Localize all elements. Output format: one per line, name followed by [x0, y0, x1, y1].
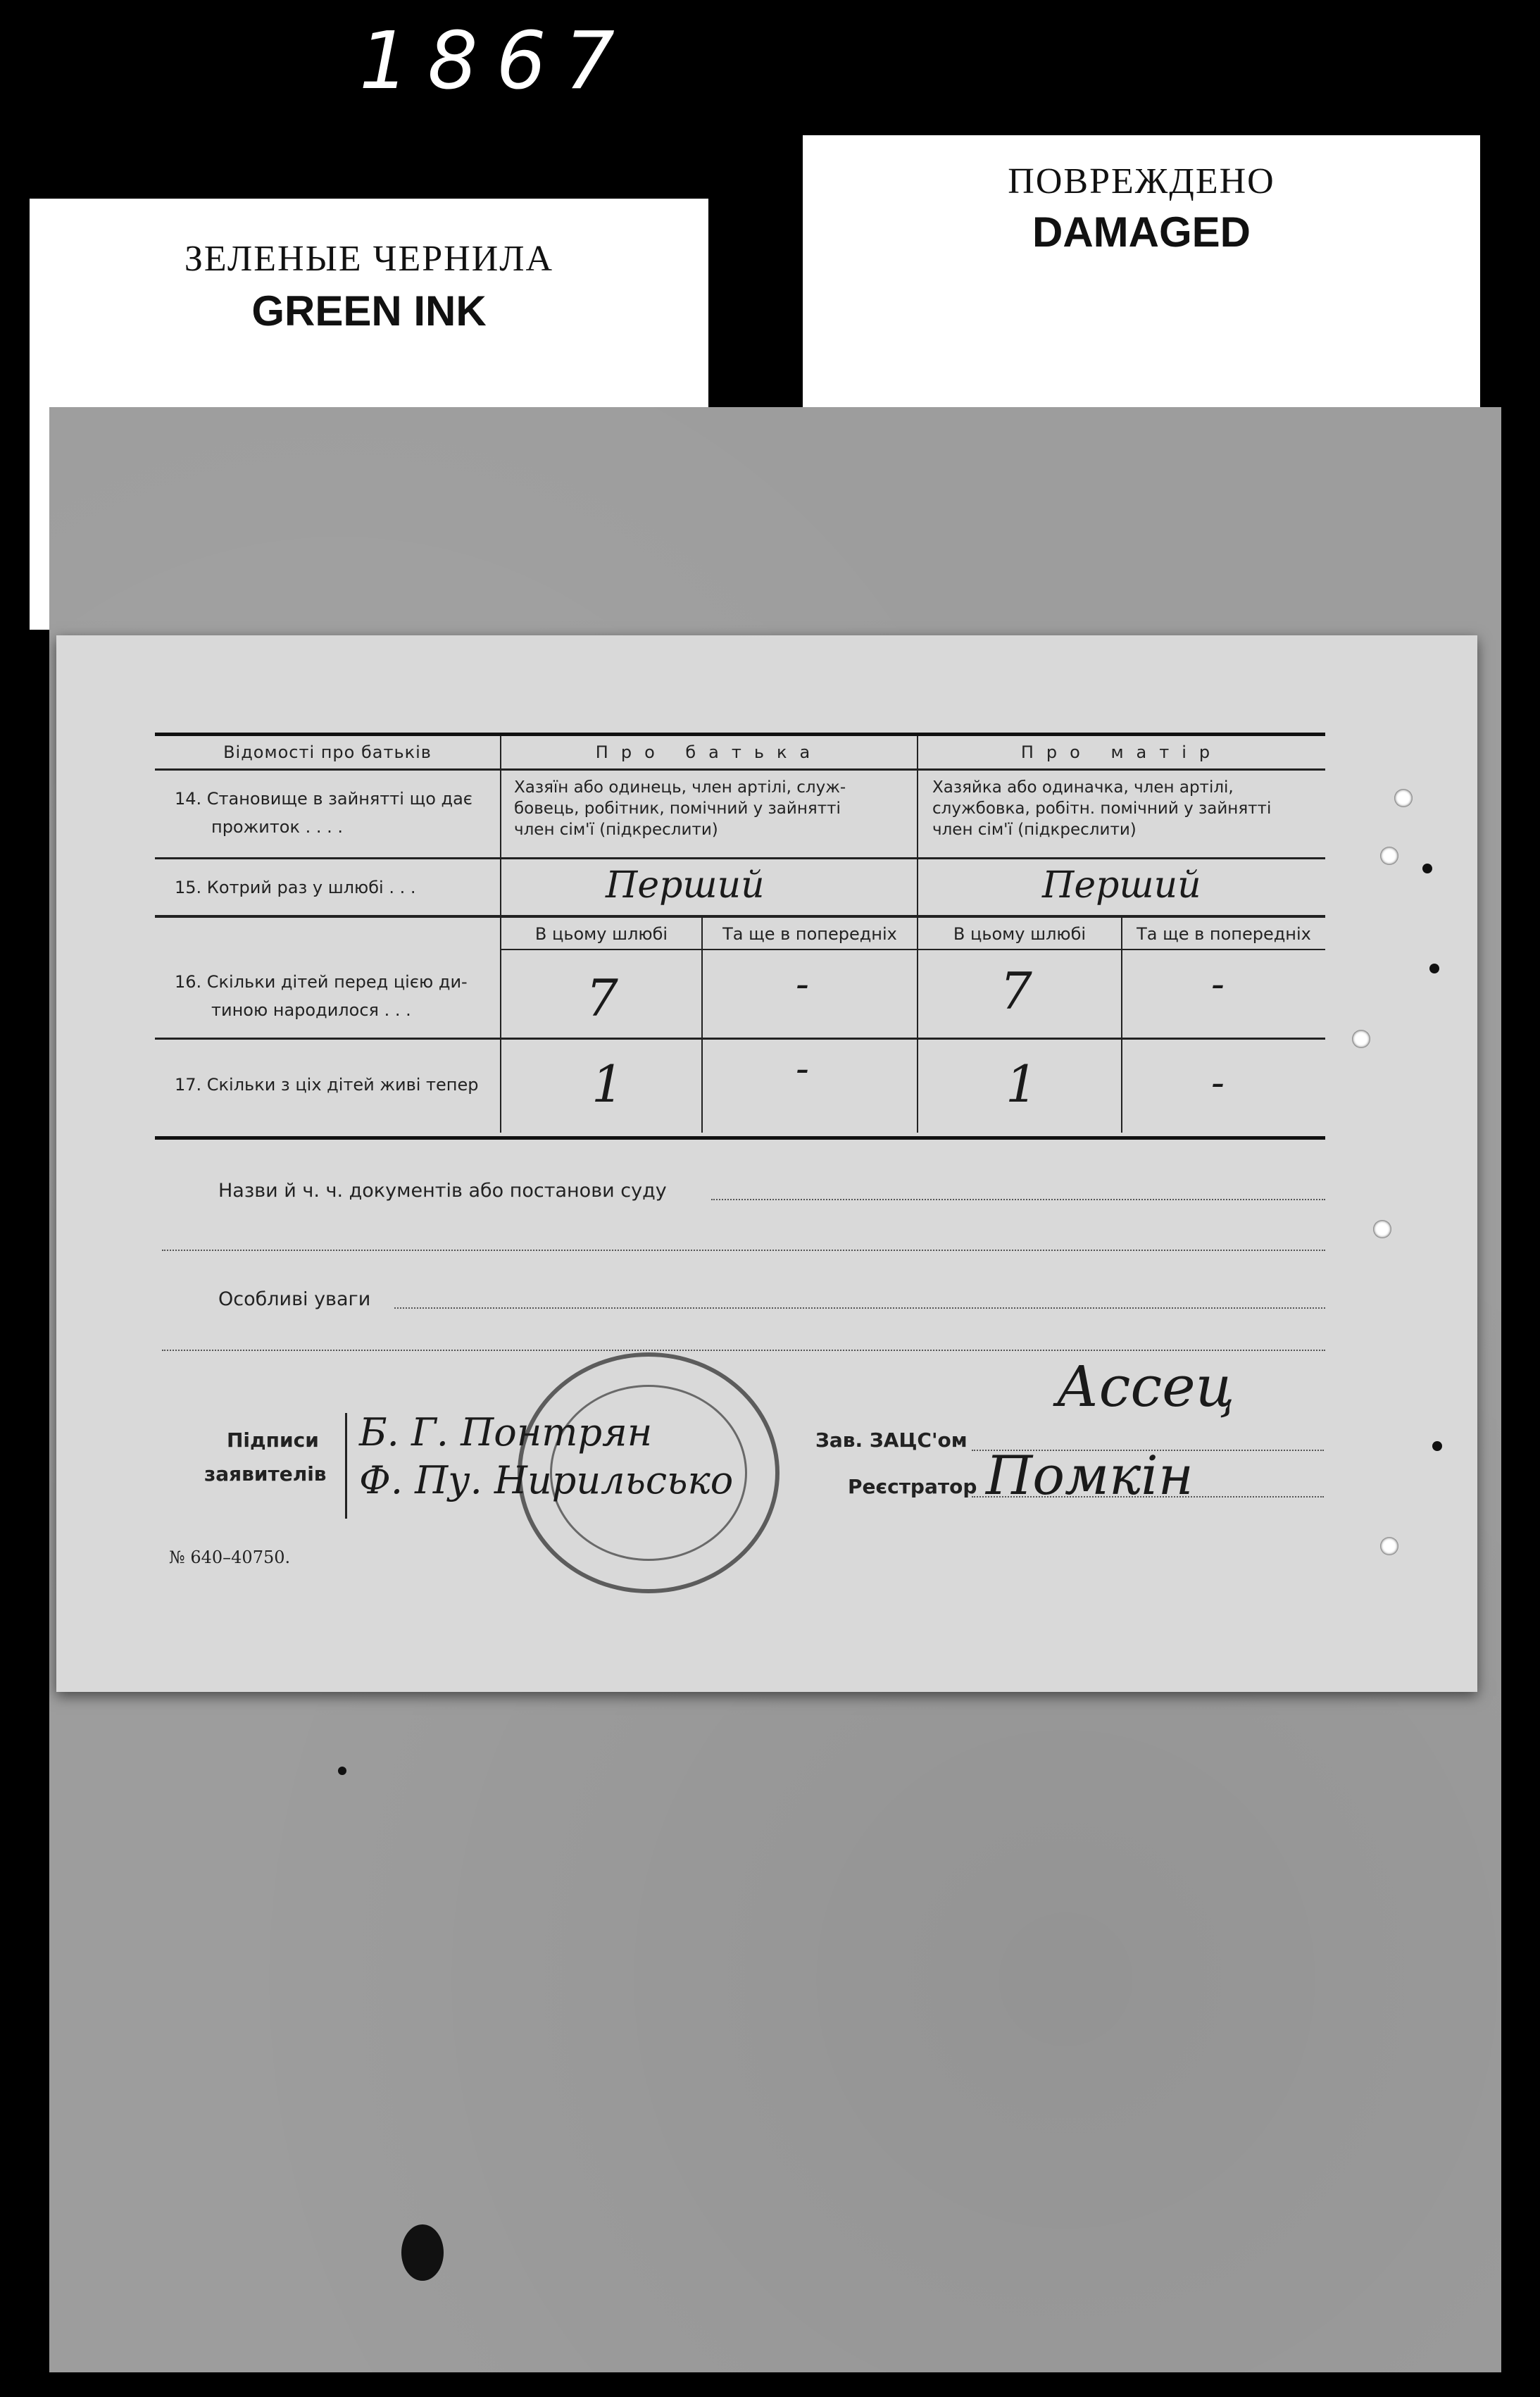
- documents-line-2: [162, 1250, 1325, 1251]
- punch-hole: [1394, 789, 1413, 807]
- row-16-mother-prev: -: [1211, 961, 1225, 1007]
- punch-hole: [1373, 1220, 1391, 1238]
- green-ink-label-ru: ЗЕЛЕНЫЕ ЧЕРНИЛА: [184, 239, 554, 279]
- registrar-label: Реєстратор: [848, 1475, 977, 1498]
- row-14-label: 14. Становище в зайнятті що дає: [175, 789, 472, 809]
- registrar-signature: Помкін: [986, 1444, 1194, 1507]
- header-parents-info: Відомості про батьків: [223, 742, 432, 762]
- head-signature: Ассец: [1056, 1354, 1235, 1419]
- notes-label: Особливі уваги: [218, 1288, 371, 1310]
- row-15-father-value: Перший: [606, 864, 765, 907]
- subheader-father-this: В цьому шлюбі: [534, 924, 668, 944]
- form-number: № 640–40750.: [169, 1548, 291, 1567]
- table-rule: [1121, 918, 1122, 1133]
- signature-bracket: [345, 1413, 347, 1519]
- row-16-mother-this: 7: [1000, 961, 1032, 1021]
- head-of-registry-label: Зав. ЗАЦС'ом: [815, 1428, 968, 1452]
- documents-line: [711, 1199, 1325, 1200]
- row-14-father-line-3: член сім'ї (підкреслити): [514, 821, 718, 839]
- table-rule: [155, 857, 1325, 859]
- punch-hole: [1380, 847, 1398, 865]
- damaged-label-ru: ПОВРЕЖДЕНО: [1008, 161, 1275, 201]
- subheader-father-prev: Та ще в попередніх: [722, 924, 897, 944]
- notes-line-2: [162, 1350, 1325, 1351]
- notes-line: [394, 1307, 1325, 1309]
- damaged-label-card: [803, 135, 1480, 414]
- row-14-mother-line-1: Хазяйка або одиначка, член артілі,: [932, 778, 1234, 797]
- row-14-label-cont: прожиток . . . .: [211, 817, 344, 837]
- punch-hole: [1380, 1537, 1398, 1555]
- table-rule: [501, 949, 1325, 950]
- row-17-father-prev: -: [796, 1046, 809, 1092]
- subheader-mother-this: В цьому шлюбі: [953, 924, 1087, 944]
- signatures-label: Підписи: [227, 1428, 319, 1452]
- punch-hole: [1352, 1030, 1370, 1048]
- applicant-signature-2: Ф. Пу. Нирильсько: [359, 1458, 734, 1502]
- row-16-label: 16. Скільки дітей перед цією ди-: [175, 972, 468, 992]
- row-17-label: 17. Скільки з ціх дітей живі тепер: [175, 1075, 479, 1095]
- subheader-mother-prev: Та ще в попередніх: [1137, 924, 1311, 944]
- row-16-father-prev: -: [796, 961, 809, 1007]
- row-17-father-this: 1: [591, 1054, 624, 1114]
- ink-blot: [401, 2224, 444, 2281]
- green-ink-label-en: GREEN INK: [251, 287, 487, 335]
- row-16-father-this: 7: [586, 969, 618, 1028]
- row-14-father-line-2: бовець, робітник, помічний у зайнятті: [514, 799, 841, 818]
- signatures-label-cont: заявителів: [204, 1462, 327, 1486]
- row-17-mother-this: 1: [1006, 1054, 1038, 1114]
- damaged-label-en: DAMAGED: [1032, 208, 1251, 256]
- parents-table: [155, 733, 1325, 1140]
- row-15-label: 15. Котрий раз у шлюбі . . .: [175, 878, 416, 897]
- record-card: [56, 635, 1477, 1692]
- row-14-mother-line-2: службовка, робітн. помічний у зайнятті: [932, 799, 1272, 818]
- table-rule: [155, 768, 1325, 771]
- table-rule: [155, 1038, 1325, 1040]
- header-mother: Про матір: [1020, 742, 1223, 762]
- applicant-signature-1: Б. Г. Понтрян: [359, 1410, 653, 1455]
- ink-blot: [338, 1767, 346, 1775]
- header-father: Про батька: [595, 742, 823, 762]
- punch-hole: [1422, 864, 1432, 873]
- row-16-label-cont: тиною народилося . . .: [211, 1000, 411, 1020]
- frame-number: 1867: [359, 15, 634, 107]
- row-15-mother-value: Перший: [1042, 864, 1201, 907]
- punch-hole: [1429, 964, 1439, 973]
- row-14-father-line-1: Хазяїн або одинець, член артілі, служ-: [514, 778, 846, 797]
- documents-label: Назви й ч. ч. документів або постанови суду: [218, 1180, 667, 1202]
- punch-hole: [1432, 1441, 1442, 1451]
- row-17-mother-prev: -: [1211, 1060, 1225, 1106]
- table-rule: [155, 915, 1325, 918]
- row-14-mother-line-3: член сім'ї (підкреслити): [932, 821, 1137, 839]
- table-rule: [701, 918, 703, 1133]
